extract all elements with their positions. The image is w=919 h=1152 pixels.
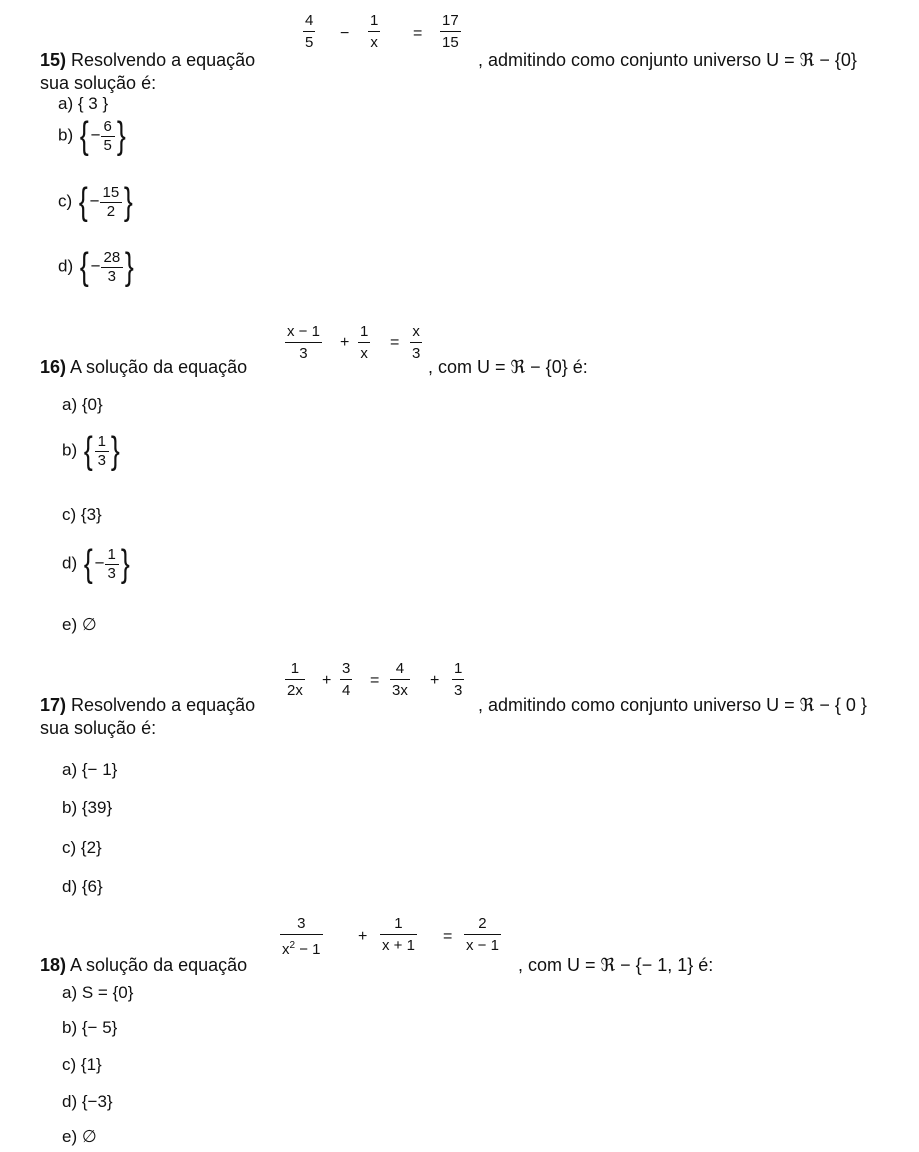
- q15-op-minus: −: [340, 25, 350, 42]
- q15-option-d[interactable]: d) { − $\frac{28}{3}$ }: [58, 246, 134, 288]
- q18-frac-3: 2 x − 1: [466, 915, 499, 954]
- q18-option-b[interactable]: b) {− 5}: [62, 1018, 118, 1037]
- q16-suffix: , com U = ℜ − {0} é:: [428, 357, 588, 377]
- q17-frac-1: 1 2x: [287, 660, 303, 699]
- q17-frac-3: 4 3x: [392, 660, 408, 699]
- q15-frac-1: 4 5: [305, 12, 314, 51]
- q17-frac-4: 1 3: [454, 660, 463, 699]
- q15-frac-2: 1 x: [370, 12, 379, 51]
- q16-number: 16): [40, 357, 67, 377]
- q15-line2: sua solução é:: [40, 73, 157, 93]
- q18-suffix: , com U = ℜ − {− 1, 1} é:: [518, 955, 714, 975]
- q15-option-c[interactable]: c) { − $\frac{15}{2}$ }: [58, 181, 134, 223]
- q17-op-plus-2: +: [430, 672, 440, 689]
- q15-statement: [40, 50, 255, 70]
- q15-frac-3: 17 15: [442, 12, 459, 51]
- q18-prefix: A solução da equação: [66, 955, 248, 975]
- q17-op-plus-1: +: [322, 672, 332, 689]
- q15-prefix: Resolvendo a equação: [66, 50, 256, 70]
- q16-statement: [40, 357, 247, 377]
- q16-option-a[interactable]: a) {0}: [62, 395, 103, 414]
- q18-option-a[interactable]: a) S = {0}: [62, 983, 134, 1002]
- q18-option-d[interactable]: d) {−3}: [62, 1092, 113, 1111]
- q16-op-equals: =: [390, 334, 400, 351]
- q18-frac-2: 1 x + 1: [382, 915, 415, 954]
- q15-op-equals: =: [413, 25, 423, 42]
- q16-frac-1: x − 1 3: [287, 323, 320, 362]
- q17-option-c[interactable]: c) {2}: [62, 838, 102, 857]
- q18-statement: [40, 955, 247, 975]
- q17-prefix: Resolvendo a equação: [66, 695, 256, 715]
- q15-option-b[interactable]: b) { − $\frac{6}{5}$ }: [58, 115, 126, 157]
- q18-op-plus: +: [358, 928, 368, 945]
- q17-suffix: , admitindo como conjunto universo U = ℜ − { 0 }: [478, 695, 867, 715]
- q16-frac-2: 1 x: [360, 323, 369, 362]
- q18-option-c[interactable]: c) {1}: [62, 1055, 102, 1074]
- q16-option-b[interactable]: b) { $\frac{1}{3}$ }: [62, 430, 120, 472]
- q16-option-d[interactable]: d) { − $\frac{1}{3}$ }: [62, 543, 130, 585]
- q18-op-equals: =: [443, 928, 453, 945]
- q16-option-e[interactable]: e) ∅: [62, 615, 97, 634]
- q16-prefix: A solução da equação: [66, 357, 248, 377]
- q17-frac-2: 3 4: [342, 660, 351, 699]
- q15-suffix: , admitindo como conjunto universo U = ℜ − {0}: [478, 50, 857, 70]
- q15-option-a[interactable]: a) { 3 }: [58, 94, 109, 113]
- q16-op-plus: +: [340, 334, 350, 351]
- q17-option-d[interactable]: d) {6}: [62, 877, 103, 896]
- q17-op-equals: =: [370, 672, 380, 689]
- q18-frac-1: 3 $x^2 - 1$: [282, 915, 321, 958]
- q17-number: 17): [40, 695, 67, 715]
- q17-statement: [40, 695, 255, 715]
- q18-number: 18): [40, 955, 67, 975]
- q17-line2: sua solução é:: [40, 718, 157, 738]
- q16-frac-3: x 3: [412, 323, 421, 362]
- q16-option-c[interactable]: c) {3}: [62, 505, 102, 524]
- q17-option-b[interactable]: b) {39}: [62, 798, 113, 817]
- q15-number: 15): [40, 50, 67, 70]
- q18-option-e[interactable]: e) ∅: [62, 1127, 97, 1146]
- q17-option-a[interactable]: a) {− 1}: [62, 760, 118, 779]
